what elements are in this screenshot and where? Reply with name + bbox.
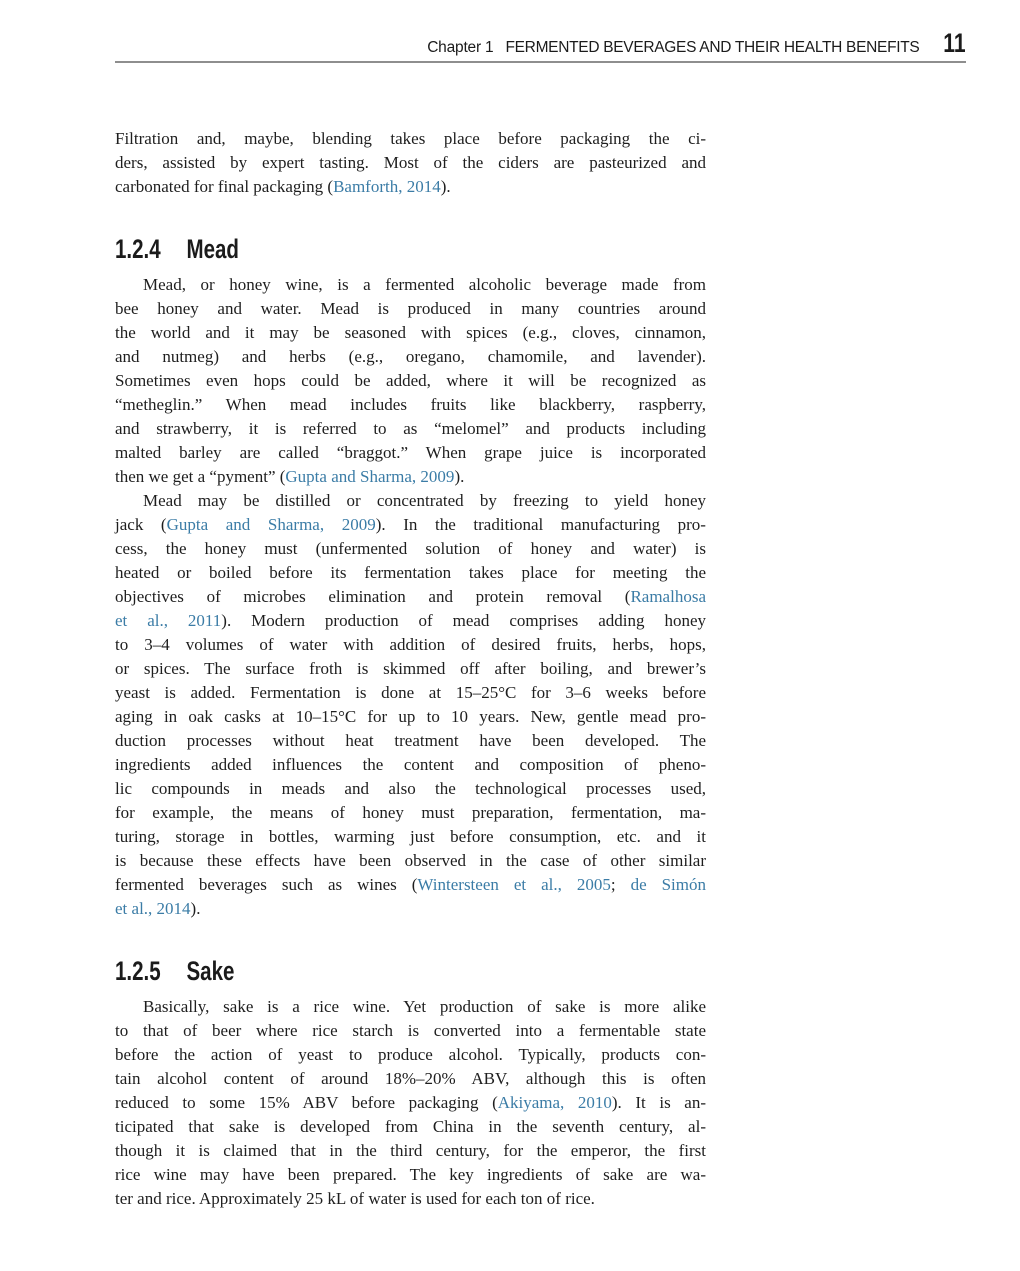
text-line (115, 873, 706, 897)
text-line (115, 321, 706, 345)
text-segment: ). (190, 899, 201, 918)
text-segment: reduced to some 15% ABV before packaging ( (115, 1093, 498, 1112)
text-line (115, 849, 706, 873)
text-line (115, 297, 706, 321)
section-title: Mead (186, 234, 239, 264)
citation-link[interactable]: Gupta and Sharma, 2009 (285, 467, 455, 486)
citation-link[interactable]: Wintersteen et al., 2005 (417, 875, 611, 894)
text-segment: yeast is added. Fermentation is done at 15–25°C for 3–6 weeks before (115, 683, 706, 702)
text-line (115, 1091, 706, 1115)
text-segment: Filtration and, maybe, blending takes place before packaging the ci- (115, 129, 706, 148)
text-line (115, 1139, 706, 1163)
citation-link[interactable]: et al., 2011 (115, 611, 222, 630)
paragraph (115, 273, 706, 489)
content-column (115, 127, 706, 1211)
header-rule (115, 61, 966, 63)
paragraph (115, 489, 706, 921)
paragraph (115, 127, 706, 199)
text-line (115, 995, 706, 1019)
section-heading (115, 956, 564, 986)
text-segment: “metheglin.” When mead includes fruits like blackberry, raspberry, (115, 395, 706, 414)
text-line (115, 393, 706, 417)
text-segment: to 3–4 volumes of water with addition of desired fruits, herbs, hops, (115, 635, 706, 654)
text-segment: is because these effects have been observed in the case of other similar (115, 851, 706, 870)
text-segment: Mead, or honey wine, is a fermented alcoholic beverage made from (143, 275, 706, 294)
section-number: 1.2.5 (115, 956, 161, 986)
text-line (115, 1115, 706, 1139)
citation-link[interactable]: et al., 2014 (115, 899, 191, 918)
text-segment: malted barley are called “braggot.” When grape juice is incorporated (115, 443, 706, 462)
section-heading (115, 234, 564, 264)
text-segment: rice wine may have been prepared. The key ingredients of sake are wa- (115, 1165, 706, 1184)
text-segment: Basically, sake is a rice wine. Yet production of sake is more alike (143, 997, 706, 1016)
text-line (115, 729, 706, 753)
text-segment: jack ( (115, 515, 167, 534)
text-segment: ). (454, 467, 465, 486)
text-segment: ticipated that sake is developed from China in the seventh century, al- (115, 1117, 706, 1136)
citation-link[interactable]: de Simón (630, 875, 707, 894)
chapter-title: FERMENTED BEVERAGES AND THEIR HEALTH BENEFITS (505, 39, 920, 56)
section-number: 1.2.4 (115, 234, 161, 264)
text-line (115, 441, 706, 465)
text-segment: ; (610, 875, 631, 894)
text-line (115, 1019, 706, 1043)
text-line (115, 345, 706, 369)
text-segment: ). Modern production of mead comprises adding honey (221, 611, 707, 630)
text-segment: ). In the traditional manufacturing pro- (375, 515, 706, 534)
text-segment: and nutmeg) and herbs (e.g., oregano, chamomile, and lavender). (115, 347, 706, 366)
text-segment: and strawberry, it is referred to as “melomel” and products including (115, 419, 706, 438)
text-segment: lic compounds in meads and also the technological processes used, (115, 779, 706, 798)
text-line (115, 1187, 706, 1211)
text-line (115, 657, 706, 681)
text-line (115, 465, 706, 489)
text-segment: objectives of microbes elimination and protein removal ( (115, 587, 631, 606)
text-line (115, 561, 706, 585)
text-segment: or spices. The surface froth is skimmed off after boiling, and brewer’s (115, 659, 706, 678)
page-number: 11 (943, 28, 966, 58)
text-segment: though it is claimed that in the third century, for the emperor, the first (115, 1141, 706, 1160)
text-segment: bee honey and water. Mead is produced in many countries around (115, 299, 706, 318)
chapter-label: Chapter 1 (427, 39, 494, 56)
text-segment: carbonated for final packaging ( (115, 177, 334, 196)
text-line (115, 825, 706, 849)
text-line (115, 801, 706, 825)
text-line (115, 609, 706, 633)
text-segment: tain alcohol content of around 18%–20% ABV, although this is often (115, 1069, 706, 1088)
text-segment: duction processes without heat treatment have been developed. The (115, 731, 706, 750)
text-line (115, 151, 706, 175)
text-segment: aging in oak casks at 10–15°C for up to 10 years. New, gentle mead pro- (115, 707, 706, 726)
text-line (115, 417, 706, 441)
text-segment: turing, storage in bottles, warming just before consumption, etc. and it (115, 827, 706, 846)
text-segment: the world and it may be seasoned with spices (e.g., cloves, cinnamon, (115, 323, 706, 342)
text-line (115, 513, 706, 537)
text-line (115, 585, 706, 609)
text-segment: ingredients added influences the content and composition of pheno- (115, 755, 706, 774)
text-segment: Mead may be distilled or concentrated by freezing to yield honey (143, 491, 706, 510)
text-line (115, 681, 706, 705)
text-line (115, 633, 706, 657)
text-segment: for example, the means of honey must preparation, fermentation, ma- (115, 803, 706, 822)
citation-link[interactable]: Gupta and Sharma, 2009 (166, 515, 376, 534)
text-line (115, 369, 706, 393)
text-line (115, 127, 706, 151)
text-line (115, 273, 706, 297)
text-line (115, 753, 706, 777)
text-line (115, 489, 706, 513)
text-segment: fermented beverages such as wines ( (115, 875, 418, 894)
text-segment: ). (440, 177, 451, 196)
citation-link[interactable]: Bamforth, 2014 (333, 177, 441, 196)
text-line (115, 1067, 706, 1091)
text-segment: cess, the honey must (unfermented solution of honey and water) is (115, 539, 706, 558)
section-title: Sake (186, 956, 235, 986)
text-segment: ter and rice. Approximately 25 kL of water is used for each ton of rice. (115, 1189, 595, 1208)
running-header (0, 28, 966, 59)
text-line (115, 777, 706, 801)
text-segment: heated or boiled before its fermentation takes place for meeting the (115, 563, 706, 582)
text-line (115, 537, 706, 561)
text-segment: before the action of yeast to produce alcohol. Typically, products con- (115, 1045, 706, 1064)
text-segment: then we get a “pyment” ( (115, 467, 286, 486)
text-segment: Sometimes even hops could be added, where it will be recognized as (115, 371, 706, 390)
citation-link[interactable]: Ramalhosa (630, 587, 706, 606)
text-segment: ders, assisted by expert tasting. Most of the ciders are pasteurized and (115, 153, 706, 172)
text-line (115, 1163, 706, 1187)
text-line (115, 1043, 706, 1067)
text-line (115, 897, 706, 921)
paragraph (115, 995, 706, 1211)
text-line (115, 705, 706, 729)
text-line (115, 175, 706, 199)
text-segment: to that of beer where rice starch is converted into a fermentable state (115, 1021, 706, 1040)
text-segment: ). It is an- (611, 1093, 706, 1112)
citation-link[interactable]: Akiyama, 2010 (497, 1093, 612, 1112)
